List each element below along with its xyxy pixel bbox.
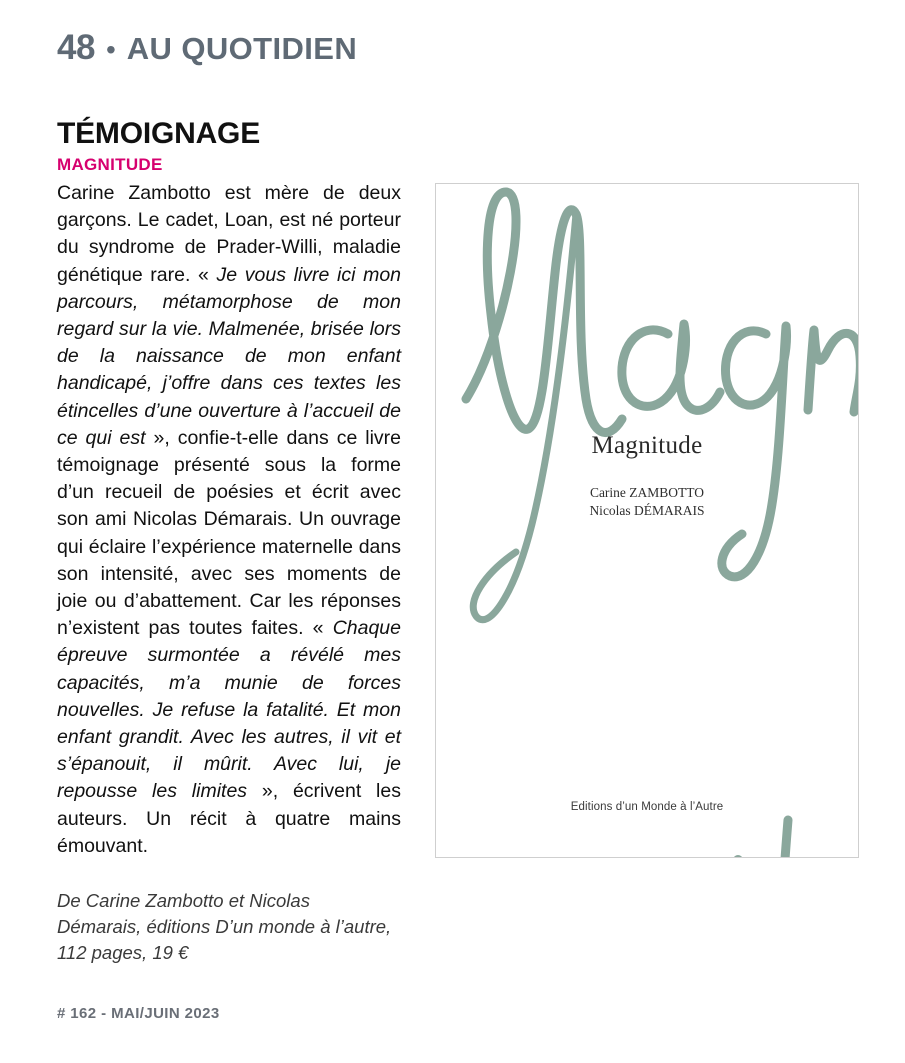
cover-author-1: Carine ZAMBOTTO [589,485,705,500]
cover-title: Magnitude [591,432,703,459]
page-number: 48 [57,28,95,67]
article-body [57,180,401,860]
section-title: AU QUOTIDIEN [126,31,358,66]
book-cover-image [435,183,859,858]
body-text-part-2: », confie-t-elle dans ce livre témoignage présenté sous la forme d’un recueil de poésies et écrit avec son ami Nicolas Démarais. Un ouvrage qui éclaire l’expérience maternelle dans son intensité, avec ses moments de joie ou d’abattement. Car les réponses n’existent pas toutes faites. « [57,426,402,640]
body-text-part-3: », écrivent les auteurs. Un récit à quatre mains émouvant. [57,780,401,857]
issue-footer: # 162 - MAI/JUIN 2023 [57,1005,220,1022]
article-subkicker: MAGNITUDE [57,155,163,174]
body-text-part-1: Carine Zambotto est mère de deux garçons. Le cadet, Loan, est né porteur du syndrome de Prader-Willi, maladie génétique rare. « [57,182,401,286]
page-header [57,28,357,68]
cover-authors [436,484,858,520]
cover-author-2: Nicolas DÉMARAIS [589,503,705,518]
body-quote-2: Chaque épreuve surmontée a révélé mes capacités, m’a munie de forces nouvelles. Je refuse la fatalité. Et mon enfant grandit. Avec les autres, il vit et s’épanouit, il mûrit. Avec lui, je repousse les limites [57,617,401,803]
article-kicker: TÉMOIGNAGE [57,117,261,150]
cover-script-artwork [436,184,858,857]
book-credit: De Carine Zambotto et Nicolas Démarais, éditions D’un monde à l’autre, 112 pages, 19 € [57,890,392,963]
body-quote-1: Je vous livre ici mon parcours, métamorphose de mon regard sur la vie. Malmenée, brisée lors de la naissance de mon enfant handicapé, j’offre dans ces textes les étincelles d’une ouverture à l’accueil de ce qui est [57,263,402,449]
cover-publisher: Editions d’un Monde à l’Autre [570,801,724,813]
header-separator: • [105,34,116,65]
